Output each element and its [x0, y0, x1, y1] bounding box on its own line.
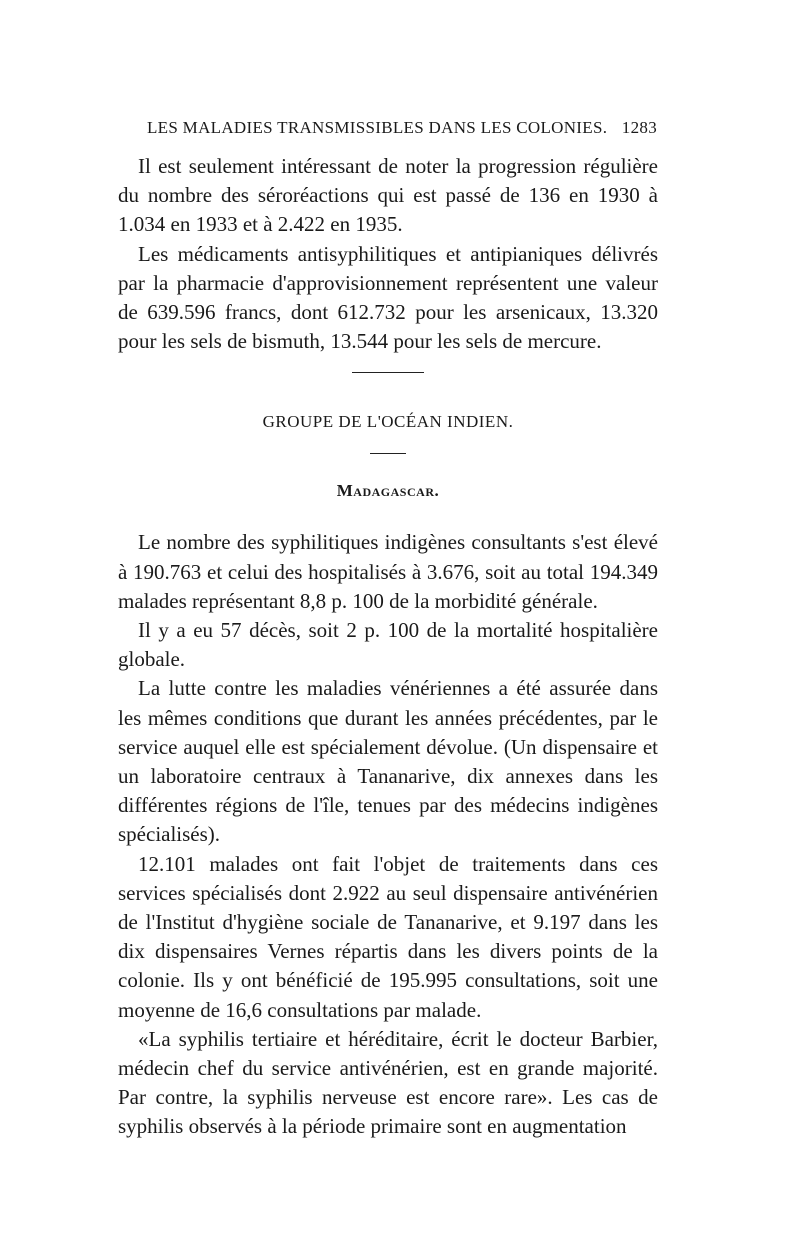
page-number: 1283 — [621, 118, 657, 137]
title-divider — [370, 453, 406, 454]
subsection-title: Madagascar. — [336, 481, 440, 501]
running-header — [147, 118, 657, 138]
paragraph: Le nombre des syphilitiques indigènes consultants s'est élevé à 190.763 et celui des hospitalisés à 3.676, soit au total 194.349 malades représentant 8,8 p. 100 de la morbidité générale. — [118, 530, 658, 613]
paragraph: 12.101 malades ont fait l'objet de traitements dans ces services spécialisés dont 2.922 au seul dispensaire antivénérien de l'Institut d'hygiène sociale de Tananarive, et 9.197 dans les dix dispensaires Vernes répartis dans les divers points de la colonie. Ils y ont bénéficié de 195.995 consultations, soit une moyenne de 16,6 consultations par malade. — [118, 851, 658, 1022]
section-title: GROUPE DE L'OCÉAN INDIEN. — [262, 412, 514, 432]
section-divider — [352, 372, 424, 373]
page-body — [118, 152, 658, 1142]
paragraph: La lutte contre les maladies vénériennes a été assurée dans les mêmes conditions que durant les années précédentes, par le service auquel elle est spécialement dévolue. (Un dispensaire et un laboratoire centraux à Tananarive, dix annexes dans les différentes régions de l'île, tenues par des médecins indigènes spécialisés). — [118, 676, 658, 847]
paragraph: Il y a eu 57 décès, soit 2 p. 100 de la mortalité hospitalière globale. — [118, 618, 658, 672]
paragraph: «La syphilis tertiaire et héréditaire, écrit le docteur Barbier, médecin chef du service antivénérien, est en grande majorité. Par contre, la syphilis nerveuse est encore rare». Les cas de syphilis observés à la période primaire sont en augmentation — [118, 1026, 658, 1139]
paragraph: Les médicaments antisyphilitiques et antipianiques délivrés par la pharmacie d'approvisionnement représentent une valeur de 639.596 francs, dont 612.732 pour les arsenicaux, 13.320 pour les sels de bismuth, 13.544 pour les sels de mercure. — [118, 241, 658, 354]
running-title: LES MALADIES TRANSMISSIBLES DANS LES COLONIES. — [147, 118, 608, 137]
paragraph: Il est seulement intéressant de noter la progression régulière du nombre des séroréactions qui est passé de 136 en 1930 à 1.034 en 1933 et à 2.422 en 1935. — [118, 154, 658, 237]
